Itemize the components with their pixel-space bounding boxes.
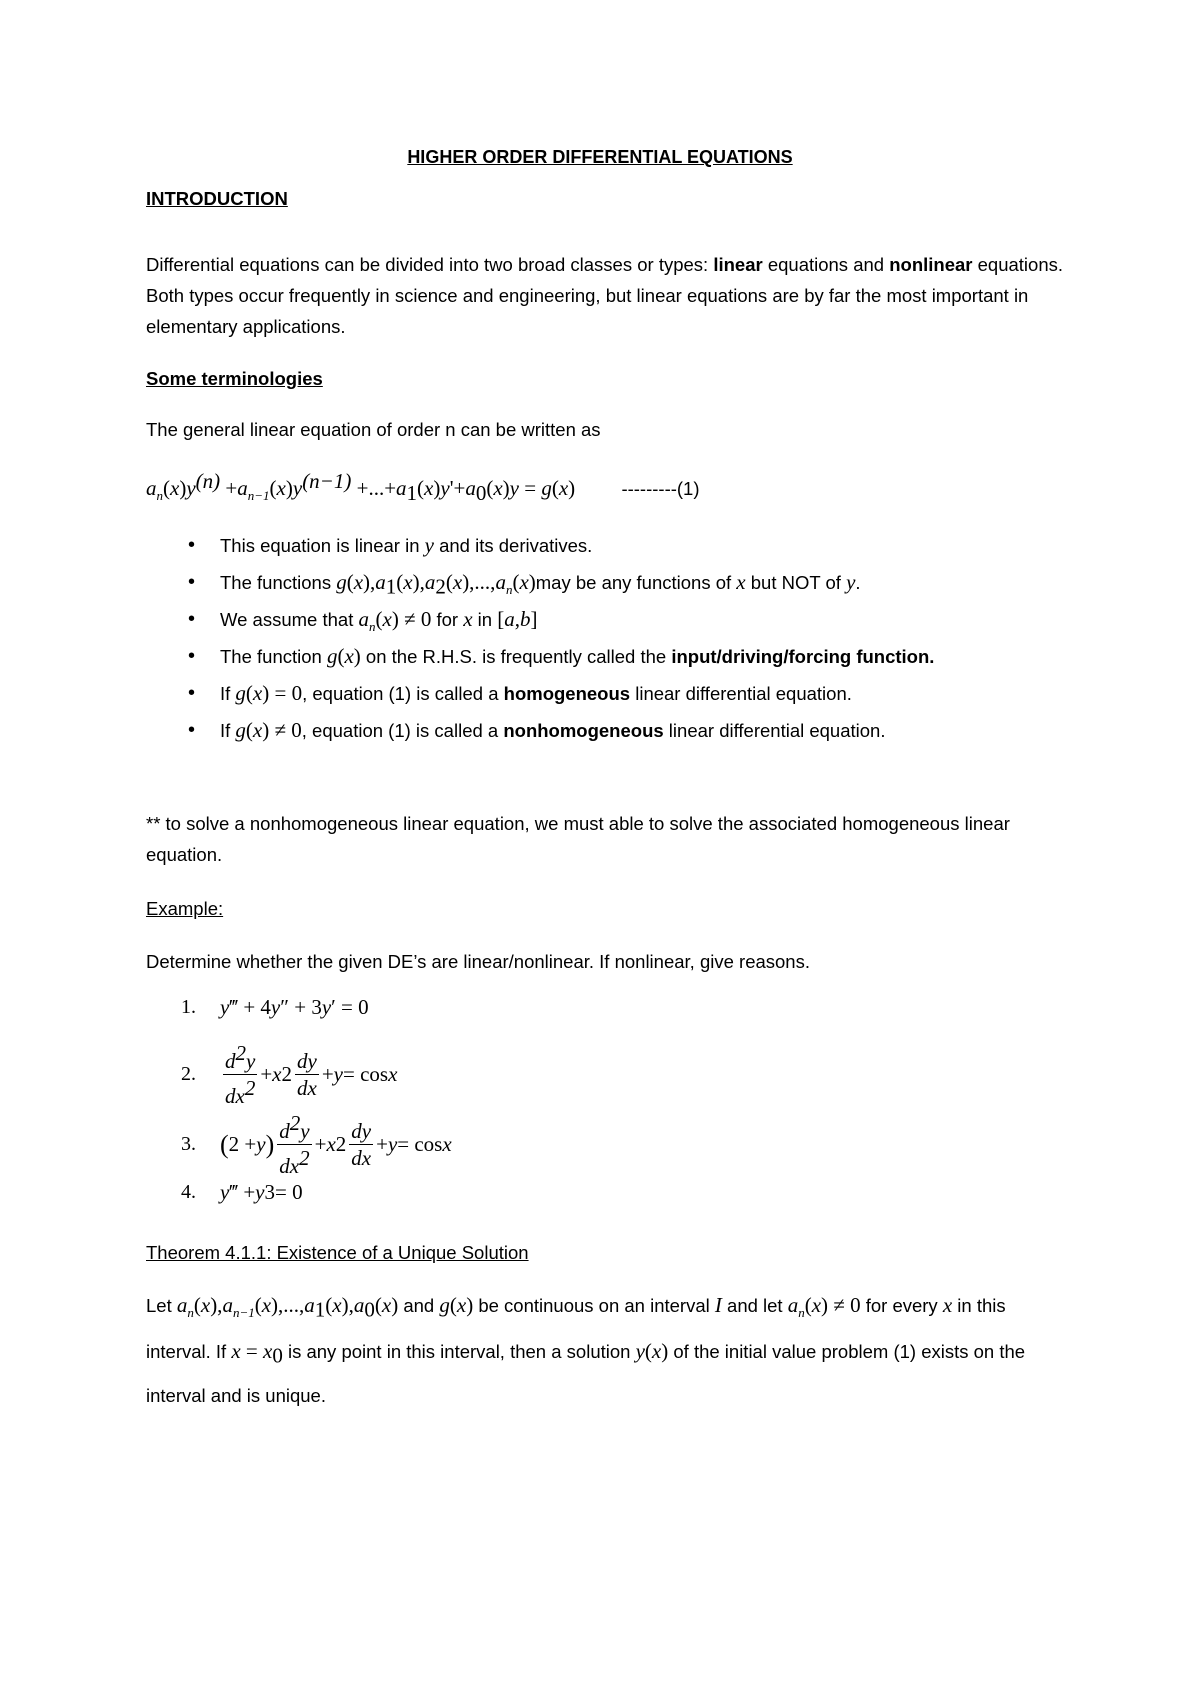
- list-item: • We assume that $a_n(x) \ne 0$ for x in [a,b]: [146, 601, 1096, 638]
- terminology-heading: Some terminologies: [146, 368, 323, 389]
- example-equation-2: 2. $\frac{d^2y}{dx^2}$ + x 2 $\frac{dy}{dx}$ + y = cos x: [181, 1041, 398, 1108]
- example-text: Determine whether the given DE’s are linear/nonlinear. If nonlinear, give reasons.: [146, 951, 810, 972]
- intro-paragraph: Differential equations can be divided into two broad classes or types: linear equations and nonlinear equations. Both types occur frequently in science and engineering, but linear equations are by far the most important in elementary applications.: [146, 254, 1063, 337]
- example-equation-3: 3. ( 2 + y ) $\frac{d^2y}{dx^2}$ + x 2 $\frac{dy}{dx}$ + y = cos x: [181, 1111, 452, 1178]
- theorem-heading: Theorem 4.1.1: Existence of a Unique Solution: [146, 1242, 529, 1263]
- intro-heading: INTRODUCTION: [146, 188, 288, 209]
- general-equation-text: The general linear equation of order n can be written as: [146, 419, 601, 440]
- example-heading: Example:: [146, 898, 224, 919]
- list-item: • If g(x) ≠ 0, equation (1) is called a nonhomogeneous linear differential equation.: [146, 712, 1096, 749]
- list-item: • The function g(x) on the R.H.S. is frequently called the input/driving/forcing function.: [146, 638, 1096, 675]
- list-item: • This equation is linear in y and its derivatives.: [146, 527, 1096, 564]
- list-item: • If g(x) = 0, equation (1) is called a homogeneous linear differential equation.: [146, 675, 1096, 712]
- bullet-list: [146, 527, 1096, 749]
- example-equation-4: 4. y ‴ + y 3 = 0: [181, 1180, 303, 1204]
- page-title: HIGHER ORDER DIFFERENTIAL EQUATIONS: [407, 147, 793, 167]
- general-linear-equation: $a_n(x)y^{(n)} +a_{n-1}(x)y^{(n-1)} +...+a_1(x)y'+a_0(x)y = g(x)$ ---------(1): [146, 469, 700, 505]
- equation-1-label: ---------(1): [621, 478, 700, 500]
- theorem-text: Let $a_n(x),a_{n-1}(x),...,a_1(x),a_0(x)$ and g(x) be continuous on an interval I and let $a_n(x) \ne 0$ for every x in this interval. If $x = x_0$ is any point in this interval, then a solution y(x) of the initial value problem (1) exists on the interval and is unique.: [146, 1293, 1026, 1406]
- list-item: • The functions $g(x),a_1(x),a_2(x),...,a_n(x)may$ be any functions of x but NOT of y.: [146, 564, 1096, 601]
- example-equation-1: 1. y ‴ + 4 y ″ + 3 y ′ = 0: [181, 995, 369, 1019]
- note-paragraph: ** to solve a nonhomogeneous linear equation, we must able to solve the associated homogeneous linear equation.: [146, 813, 1010, 865]
